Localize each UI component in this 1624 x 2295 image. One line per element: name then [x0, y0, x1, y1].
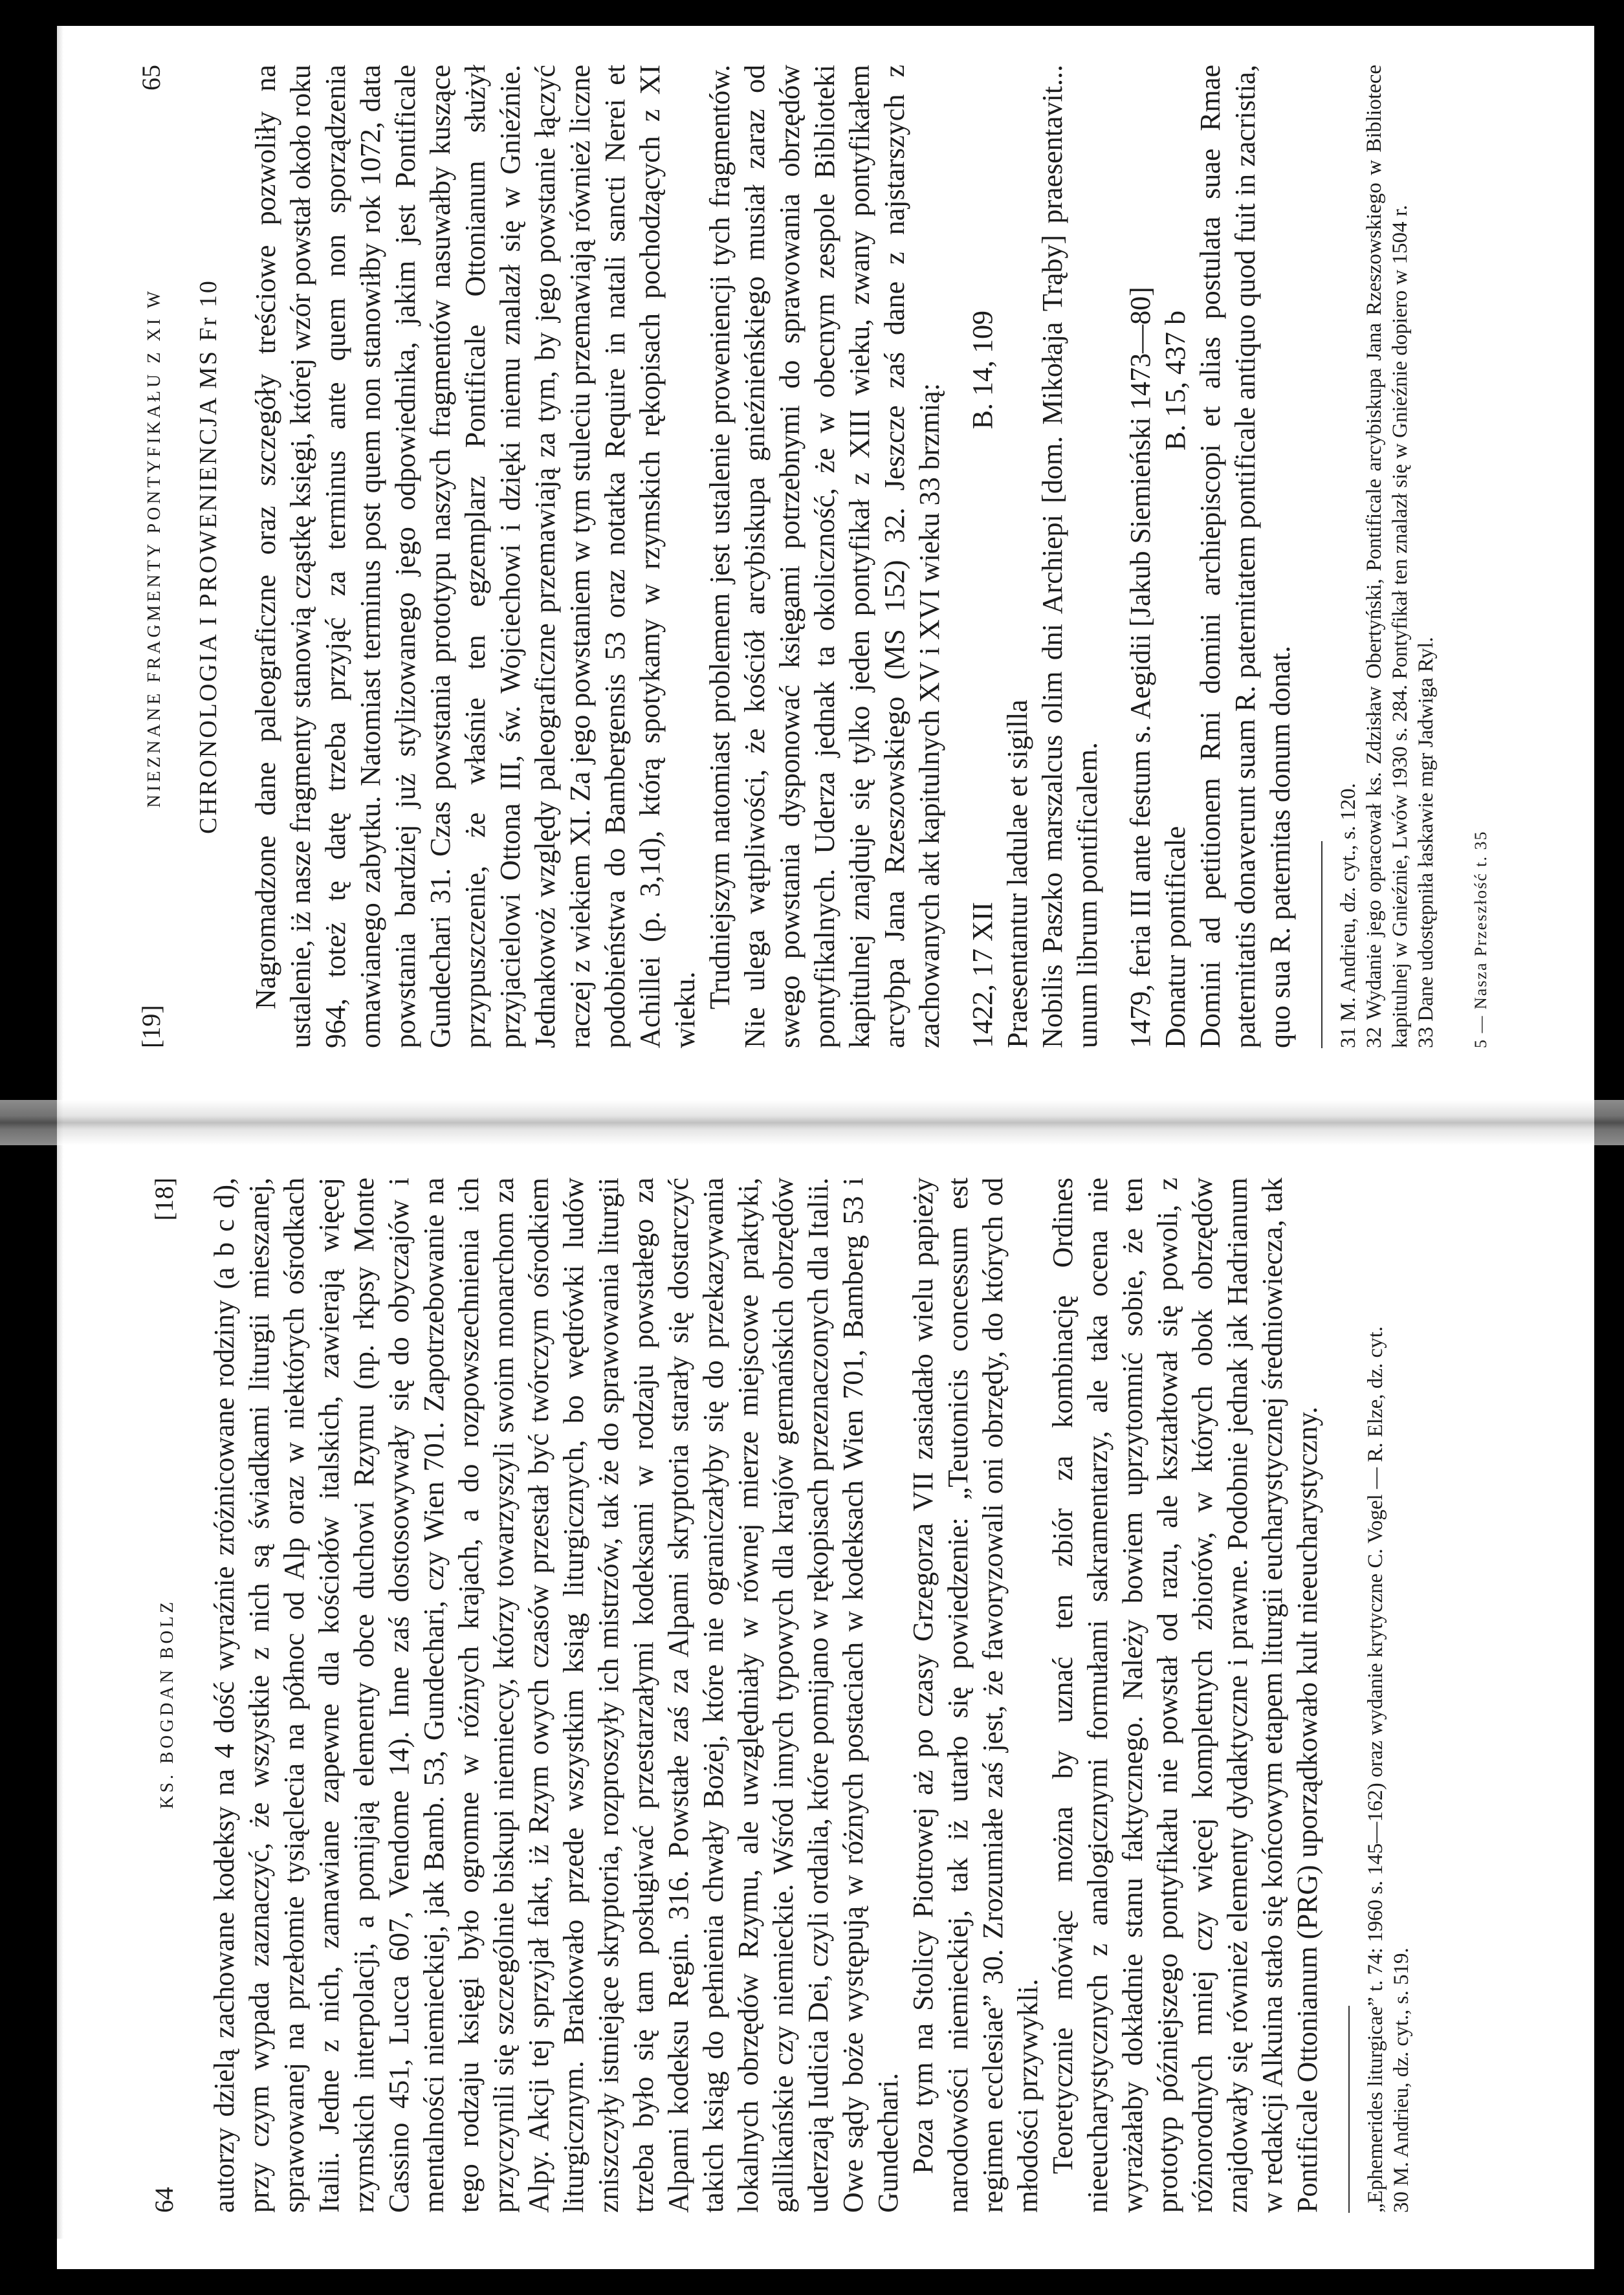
right-page: [136, 65, 1520, 1048]
document-1-line-2: Nobilis Paszko marszalcus olim dni Archiepi [dom. Mikołaja Trąby] praesentavit... unum librum pontificalem.: [1037, 65, 1103, 1048]
right-footnotes: [1335, 65, 1439, 1048]
right-paragraph-1: Nagromadzone dane paleograficzne oraz szczegóły treściowe pozwoliły na ustalenie, iż nasze fragmenty stanowią cząstkę księgi, której wzór powstał około roku 964, toteż tę datę trzeba przyjąć za terminus ante quem non sporządzenia omawianego zabytku. Natomiast terminus post quem non stanowiłby rok 1072, data powstania bardziej już stylizowanego jego odpowiednika, jakim jest Pontificale Gundechari 31. Czas powstania prototypu naszych fragmentów nasuwałby kuszące przypuszczenie, że właśnie ten egzemplarz Pontificale Ottonianum służył przyjacielowi Ottona III, św. Wojciechowi i dzięki niemu znalazł się w Gnieźnie. Jednakowoż względy paleograficzne przemawiają za tym, by jego powstanie łączyć raczej z wiekiem XI. Za jego powstaniem w tym stuleciu przemawiają również liczne podobieństwa do Bambergensis 53 oraz notatka Require in natali sancti Nerei et Achillei (p. 3,1d), którą spotykamy w rzymskich rękopisach pochodzących z XI wieku.: [250, 65, 701, 1048]
right-section-number: [19]: [137, 1005, 166, 1048]
left-section-number: [18]: [149, 1178, 179, 1221]
right-footnote-rule: [1321, 841, 1322, 1048]
document-1-date: 1422, 17 XII: [967, 901, 998, 1048]
left-paragraph-2: Poza tym na Stolicy Piotrowej aż po czasy Grzegorza VII zasiadało wielu papieży narodowości niemieckiej, tak iż utarło się powiedzenie: „Teutonicis concessum est regimen ecclesiae” 30. Zrozumiałe zaś jest, że faworyzowali oni obrzędy, do których od młodości przywykli.: [907, 1178, 1044, 2213]
left-footnote-30: 30 M. Andrieu, dz. cyt., s. 519.: [1390, 1948, 1413, 2213]
scan-border-top: [0, 0, 1624, 26]
left-footnotes: [1363, 1178, 1414, 2213]
document-2-date: 1479, feria III ante festum s. Aegidii [Jakub Siemieński 1473—80]: [1125, 287, 1156, 1048]
footnote-31: 31 M. Andrieu, dz. cyt., s. 120.: [1337, 783, 1360, 1048]
right-running-title: NIEZNANE FRAGMENTY PONTYFIKAŁU Z XI W: [144, 288, 164, 808]
scan-border-left: [0, 0, 57, 2295]
footnote-33: 33 Dane udostępniła łaskawie mgr Jadwiga Ryl.: [1414, 637, 1438, 1048]
document-1-line-1: Praesentantur ladulae et sigilla: [1002, 699, 1033, 1048]
left-page: [149, 1178, 1533, 2213]
left-page-number: 64: [149, 2187, 179, 2213]
document-1-ref: B. 14, 109: [967, 311, 998, 430]
chapter-title: CHRONOLOGIA I PROWENIENCJA MS Fr 10: [195, 279, 222, 834]
left-body-text: [207, 1178, 1325, 2213]
left-footnote-rule: [1348, 2006, 1350, 2213]
document-2-header: [1158, 65, 1193, 1048]
scan-border-bottom: [0, 2269, 1624, 2295]
left-footnote-continued: „Ephemerides liturgicae” t. 74: 1960 s. 145—162) oraz wydanie krytyczne C. Vogel — R. Elze, dz. cyt.: [1364, 1326, 1387, 2213]
left-paragraph-3: Teoretycznie mówiąc można by uznać ten zbiór za kombinację Ordines nieeucharystycznych z analogicznymi formułami sakramentarzy, ale taka ocena nie wyrażałaby dokładnie stanu faktycznego. Należy bowiem uprzytomnić sobie, że ten prototyp późniejszego pontyfikału nie powstał od razu, ale kształtował się powoli, z różnorodnych mniej czy więcej kompletnych zbiorów, w których obok obrzędów znajdowały się również elementy dydaktyczne i prawne. Podobnie jednak jak Hadrianum w redakcji Alkuina stało się końcowym etapem liturgii eucharystycznej średniowiecza, tak Pontificale Ottonianum (PRG) uporządkowało kult nieeucharystyczny.: [1047, 1178, 1323, 2213]
document-2-ref: B. 15, 437 b: [1159, 311, 1191, 451]
document-2-title: Donatur pontificale: [1159, 826, 1191, 1048]
document-2-text: Domini ad petitionem Rmi domini archiepiscopi et alias postulata suae Rmae paternitatis donaverunt suam R. paternitatem pontificale antiquo quod fuit in zacristia, quo sua R. paternitas donum donat.: [1194, 65, 1296, 1048]
right-running-head: [136, 65, 168, 1048]
left-running-title: KS. BOGDAN BOLZ: [157, 1598, 177, 1809]
book-gutter-shadow: [0, 1100, 1624, 1145]
right-body-text: [248, 65, 1298, 1048]
left-running-head: [149, 1178, 181, 2213]
footnote-32: 32 Wydanie jego opracował ks. Zdzisław Obertyński, Pontificale arcybiskupa Jana Rzeszowskiego w Bibliotece kapitulnej w Gnieźnie, Lwów 1930 s. 284. Pontyfikał ten znalazł się w Gnieźnie dopiero w 1504 r.: [1363, 65, 1412, 1048]
scan-border-right: [1594, 0, 1624, 2295]
right-page-number: 65: [137, 65, 166, 91]
right-paragraph-2: Trudniejszym natomiast problemem jest ustalenie proweniencji tych fragmentów. Nie ulega wątpliwości, że kościół arcybiskupa gnieźnieńskiego musiał zaraz od swego powstania dysponować księgami potrzebnymi do sprawowania obrzędów pontyfikalnych. Uderza jednak ta okoliczność, że w obecnym zespole Biblioteki kapitulnej znajduje się tylko jeden pontyfikał z XIII wieku, zwany pontyfikałem arcybpa Jana Rzeszowskiego (MS 152) 32. Jeszcze zaś dane z najstarszych z zachowanych akt kapitulnych XV i XVI wieku 33 brzmią:: [704, 65, 945, 1048]
document-1-header: [965, 65, 1000, 1048]
left-paragraph-1: autorzy dzielą zachowane kodeksy na 4 dość wyraźnie zróżnicowane rodziny (a b c d), przy czym wypada zaznaczyć, że wszystkie z nich są świadkami liturgii mieszanej, sprawowanej na przełomie tysiąclecia na północ od Alp oraz w niektórych ośrodkach Italii. Jedne z nich, zamawiane zapewne dla kościołów italskich, zawierają więcej rzymskich interpolacji, a pomijają elementy obce duchowi Rzymu (np. rkpsy Monte Cassino 451, Lucca 607, Vendome 14). Inne zaś dostosowywały się do obyczajów i mentalności niemieckiej, jak Bamb. 53, Gundechari, czy Wien 701. Zapotrzebowanie na tego rodzaju księgi było ogromne w różnych krajach, a do rozpowszechnienia ich przyczynili się szczególnie biskupi niemieccy, którzy towarzyszyli swoim monarchom za Alpy. Akcji tej sprzyjał fakt, iż Rzym owych czasów przestał być twórczym ośrodkiem liturgicznym. Brakowało przede wszystkim ksiąg liturgicznych, bo wędrówki ludów zniszczyły istniejące skryptoria, rozproszyły ich mistrzów, tak że do sprawowania liturgii trzeba było się tam posługiwać przestarzałymi kodeksami w rodzaju powstałego za Alpami kodeksu Regin. 316. Powstałe zaś za Alpami skryptoria starały się dostarczyć takich ksiąg do pełnienia chwały Bożej, które nie ograniczałyby się do przekazywania lokalnych obrzędów Rzymu, ale uwzględniały w równej mierze miejscowe praktyki, gallikańskie czy niemieckie. Wśród innych typowych dla krajów germańskich obrzędów uderzają Iudicia Dei, czyli ordalia, które pomijano w rękopisach przeznaczonych dla Italii. Owe sądy boże występują w różnych postaciach w kodeksach Wien 701, Bamberg 53 i Gundechari.: [208, 1178, 904, 2213]
printer-signature: 5 — Nasza Przeszłość t. 35: [1471, 830, 1490, 1048]
